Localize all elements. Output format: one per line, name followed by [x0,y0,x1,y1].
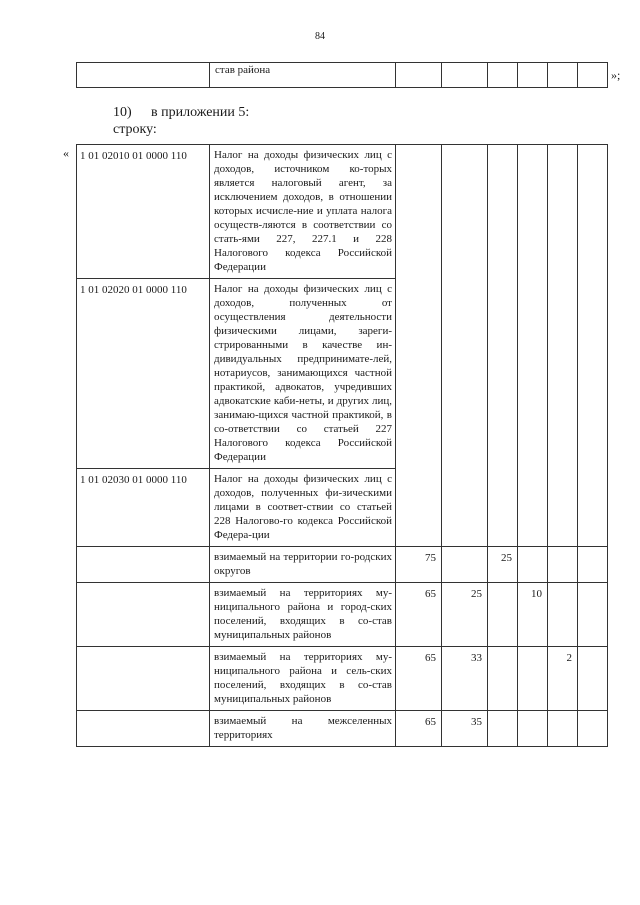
value-cell [578,63,608,88]
value-cell [518,145,548,547]
value-cell [548,145,578,547]
percent-value [548,547,578,583]
revenue-table [76,144,608,747]
percent-value [548,711,578,747]
kbk-code: 1 01 02020 01 0000 110 [77,279,210,469]
kbk-code: 1 01 02030 01 0000 110 [77,469,210,547]
percent-value [578,547,608,583]
value-cell [396,145,442,547]
percent-value: 25 [442,583,488,647]
opening-quote: « [63,146,69,160]
percent-value [488,711,518,747]
page-number: 84 [315,31,325,42]
code-cell [77,711,210,747]
subrow-description: взимаемый на территориях му-ниципального района и сель-ских поселений, входящих в со-став муниципальных районов [210,647,396,711]
percent-value: 35 [442,711,488,747]
tax-description: Налог на доходы физических лиц с доходов, источником ко-торых является налоговый агент, за исключением доходов, в отношении которых исчисле-ние и уплата налога осуществ-ляются в соответствии со стать-ями 227, 227.1 и 228 Налогового кодекса Российской Федерации [210,145,396,279]
code-cell [77,583,210,647]
table-row [77,583,608,647]
value-cell [488,63,518,88]
value-cell [488,145,518,547]
list-item-heading [113,105,249,121]
percent-value [578,711,608,747]
value-cell [578,145,608,547]
kbk-code: 1 01 02010 01 0000 110 [77,145,210,279]
percent-value [578,647,608,711]
item-subheading: строку: [113,122,157,137]
percent-value: 65 [396,583,442,647]
table-row [77,63,608,88]
tax-description: Налог на доходы физических лиц с доходов, полученных фи-зическими лицами в соответ-ствии со статьей 228 Налогово-го кодекса Российской Федера-ции [210,469,396,547]
percent-value [548,583,578,647]
value-cell [548,63,578,88]
percent-value [488,583,518,647]
percent-value [518,547,548,583]
tax-description: Налог на доходы физических лиц с доходов, полученных от осуществления деятельности физическими лицами, зареги-стрированными в качестве ин-дивидуальных предпринимате-лей, нотариусов, занимающихся частной практикой, адвокатов, учредивших адвокатские каби-неты, и других лиц, занимаю-щихся частной практикой, в со-ответствии со статьей 227 Налогового кодекса Российской Федерации [210,279,396,469]
value-cell [442,145,488,547]
code-cell [77,647,210,711]
percent-value: 75 [396,547,442,583]
value-cell [518,63,548,88]
table-row [77,647,608,711]
value-cell [396,63,442,88]
table-row [77,711,608,747]
percent-value [488,647,518,711]
description-cell: став района [210,63,396,88]
percent-value [578,583,608,647]
top-table-fragment [76,62,608,88]
percent-value: 65 [396,647,442,711]
percent-value [518,711,548,747]
subrow-description: взимаемый на территории го-родских округов [210,547,396,583]
percent-value: 33 [442,647,488,711]
item-text: в приложении 5: [151,105,250,120]
code-cell [77,63,210,88]
code-cell [77,547,210,583]
item-number: 10) [113,105,132,120]
closing-quote: »; [611,68,621,82]
percent-value: 25 [488,547,518,583]
table-row [77,547,608,583]
percent-value: 10 [518,583,548,647]
percent-value: 2 [548,647,578,711]
subrow-description: взимаемый на межселенных территориях [210,711,396,747]
subrow-description: взимаемый на территориях му-ниципального района и город-ских поселений, входящих в со-став муниципальных районов [210,583,396,647]
percent-value [518,647,548,711]
percent-value [442,547,488,583]
percent-value: 65 [396,711,442,747]
value-cell [442,63,488,88]
table-row [77,145,608,279]
